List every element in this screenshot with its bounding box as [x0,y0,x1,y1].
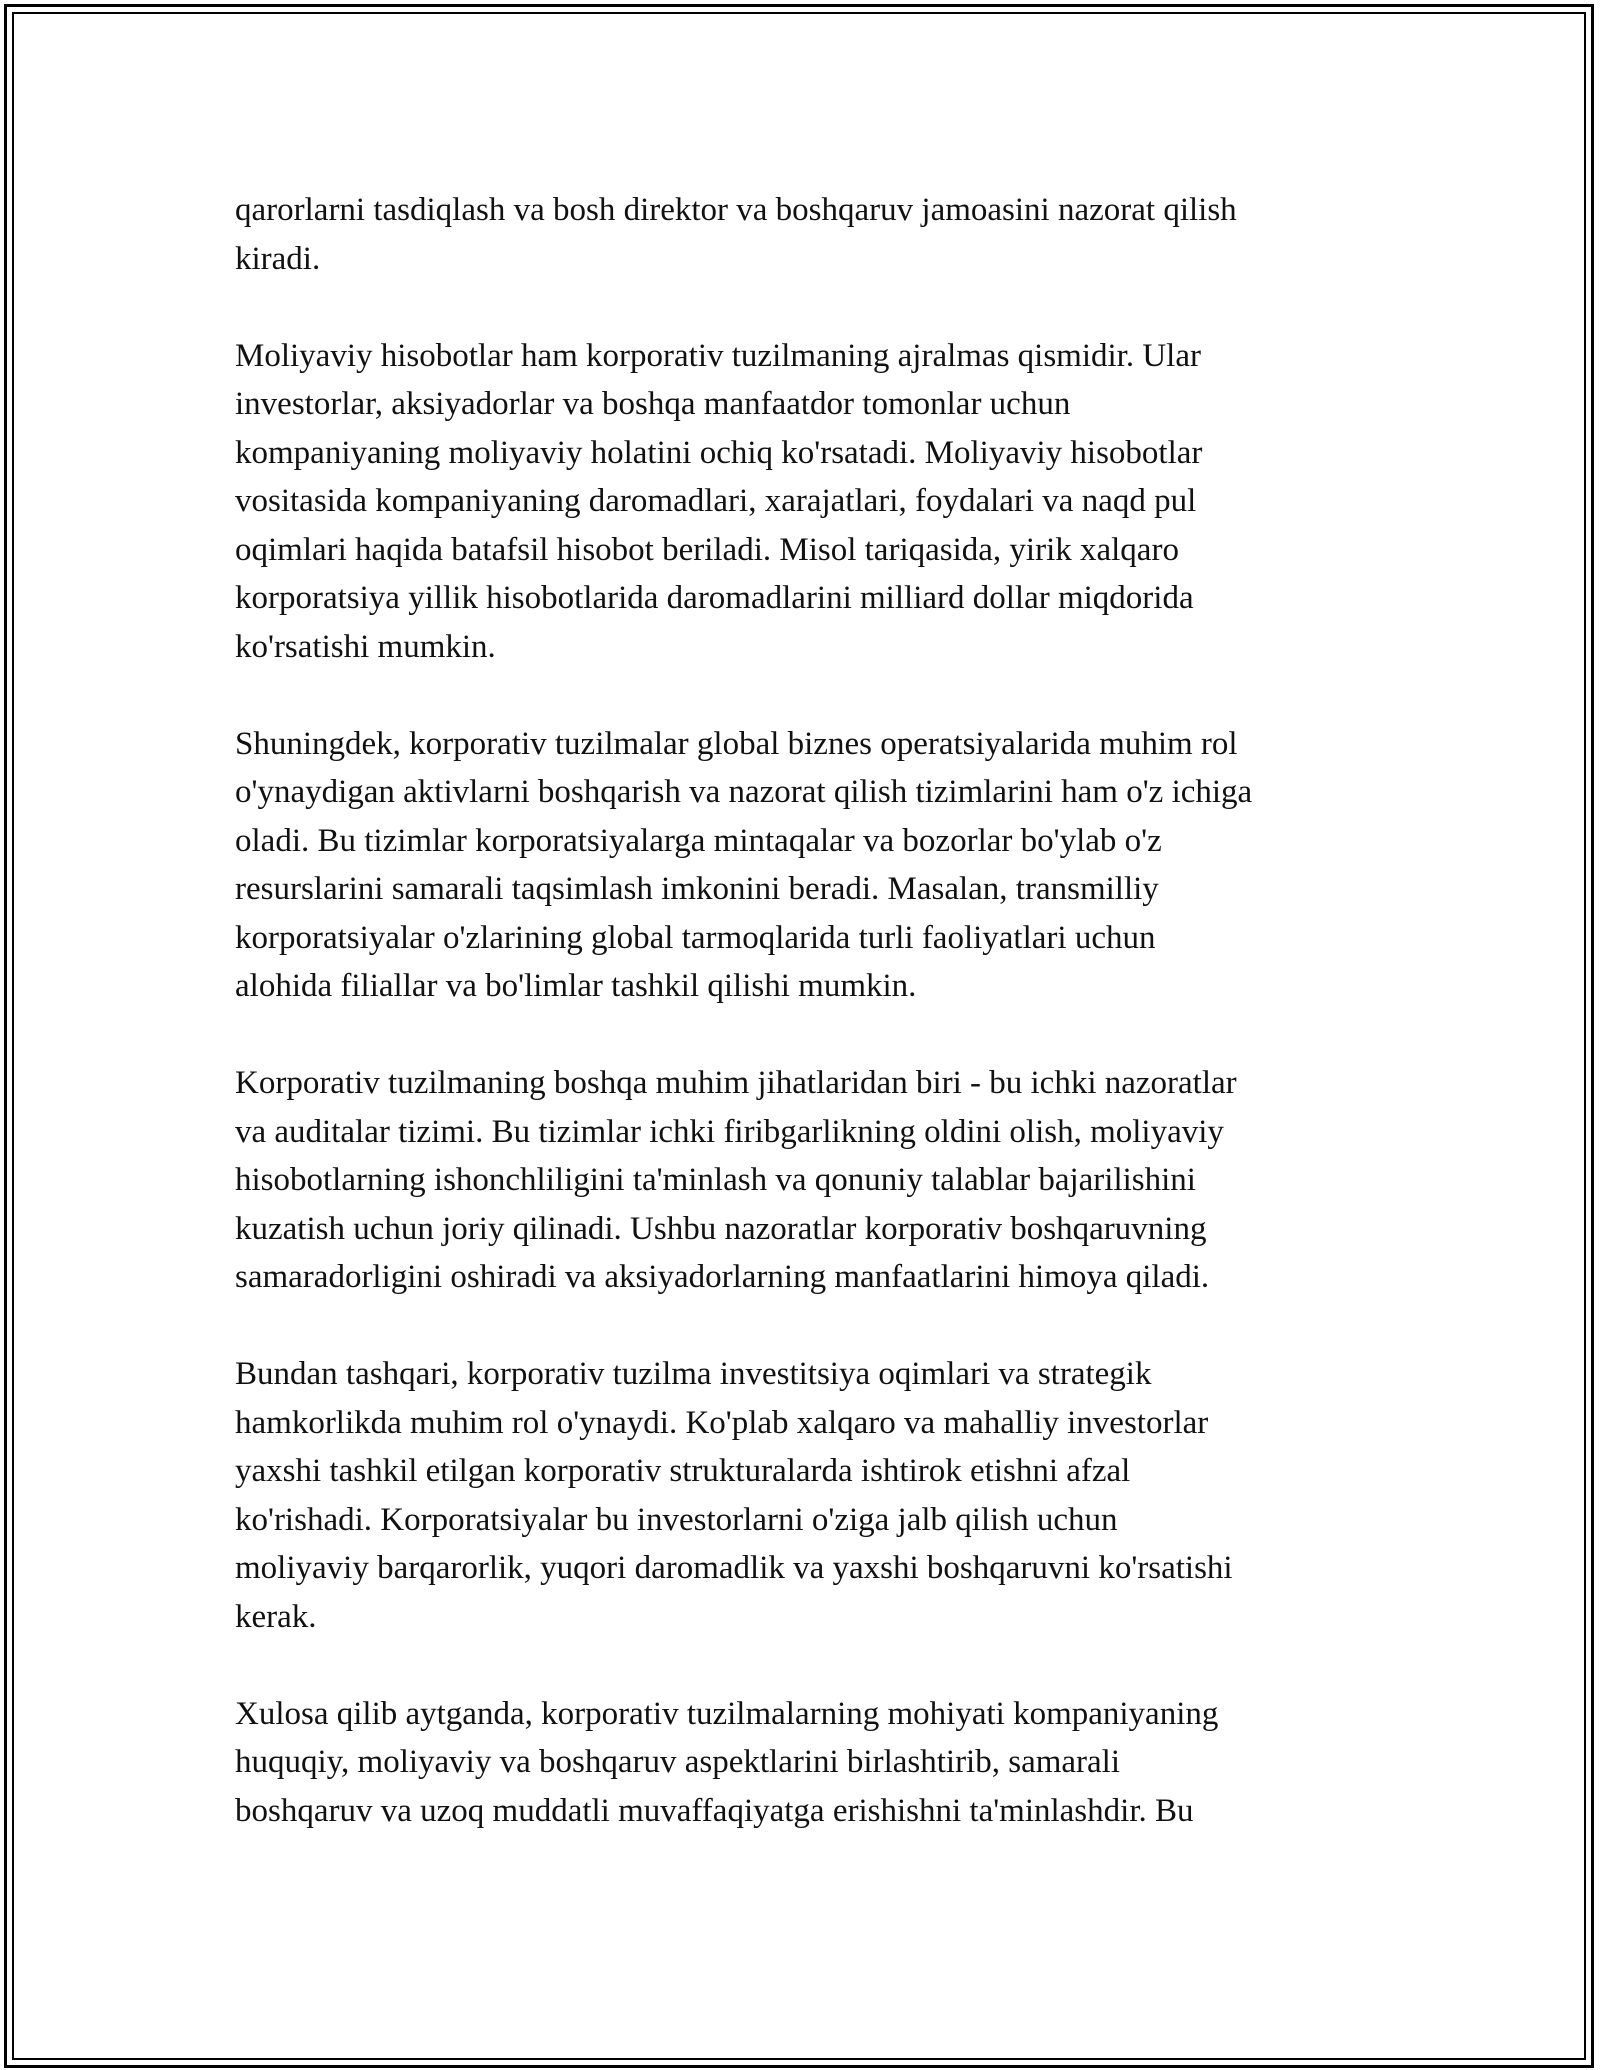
text-line: alohida filiallar va bo'limlar tashkil qilishi mumkin. [235,968,917,1004]
text-line: kerak. [235,1598,317,1635]
text-line: kuzatish uchun joriy qilinadi. Ushbu nazoratlar korporativ boshqaruvning [235,1210,1207,1247]
text-line: Moliyaviy hisobotlar ham korporativ tuzilmaning ajralmas qismidir. Ular [235,337,1201,374]
text-line: resurslarini samarali taqsimlash imkonini beradi. Masalan, transmilliy [235,871,1159,907]
text-line: investorlar, aksiyadorlar va boshqa manfaatdor tomonlar uchun [235,386,1071,422]
text-line: Bundan tashqari, korporativ tuzilma investitsiya oqimlari va strategik [235,1356,1152,1392]
text-line: moliyaviy barqarorlik, yuqori daromadlik va yaxshi boshqaruvni ko'rsatishi [235,1550,1233,1586]
text-line: qarorlarni tasdiqlash va bosh direktor va boshqaruv jamoasini nazorat qilish [235,192,1237,228]
text-line: ko'rishadi. Korporatsiyalar bu investorlarni o'ziga jalb qilish uchun [235,1501,1118,1538]
text-line: Xulosa qilib aytganda, korporativ tuzilmalarning mohiyati kompaniyaning [235,1695,1219,1732]
paragraph [235,332,1390,672]
text-line: Korporativ tuzilmaning boshqa muhim jihatlaridan biri - bu ichki nazoratlar [235,1065,1237,1101]
text-line: boshqaruv va uzoq muddatli muvaffaqiyatga erishishni ta'minlashdir. Bu [235,1792,1194,1829]
text-line: vositasida kompaniyaning daromadlari, xarajatlari, foydalari va naqd pul [235,483,1197,519]
text-line: hisobotlarning ishonchliligini ta'minlash va qonuniy talablar bajarilishini [235,1162,1196,1198]
text-line: oqimlari haqida batafsil hisobot beriladi. Misol tariqasida, yirik xalqaro [235,531,1179,568]
text-line: kompaniyaning moliyaviy holatini ochiq ko'rsatadi. Moliyaviy hisobotlar [235,434,1203,471]
text-line: korporatsiya yillik hisobotlarida daromadlarini milliard dollar miqdorida [235,580,1194,616]
paragraph [235,1059,1390,1302]
paragraph [235,720,1390,1011]
document-body [235,186,1390,1835]
text-line: korporatsiyalar o'zlarining global tarmoqlarida turli faoliyatlari uchun [235,919,1156,956]
text-line: kiradi. [235,240,321,277]
text-line: huquqiy, moliyaviy va boshqaruv aspektlarini birlashtirib, samarali [235,1744,1121,1780]
paragraph [235,1350,1390,1641]
text-line: oladi. Bu tizimlar korporatsiyalarga mintaqalar va bozorlar bo'ylab o'z [235,822,1162,859]
text-line: Shuningdek, korporativ tuzilmalar global biznes operatsiyalarida muhim rol [235,725,1238,762]
text-line: samaradorligini oshiradi va aksiyadorlarning manfaatlarini himoya qiladi. [235,1259,1210,1295]
paragraph [235,1690,1390,1836]
text-line: o'ynaydigan aktivlarni boshqarish va nazorat qilish tizimlarini ham o'z ichiga [235,774,1253,810]
text-line: va auditalar tizimi. Bu tizimlar ichki firibgarlikning oldini olish, moliyaviy [235,1113,1224,1150]
text-line: hamkorlikda muhim rol o'ynaydi. Ko'plab xalqaro va mahalliy investorlar [235,1404,1209,1441]
paragraph [235,186,1390,283]
text-line: yaxshi tashkil etilgan korporativ strukturalarda ishtirok etishni afzal [235,1453,1131,1489]
text-line: ko'rsatishi mumkin. [235,628,496,665]
